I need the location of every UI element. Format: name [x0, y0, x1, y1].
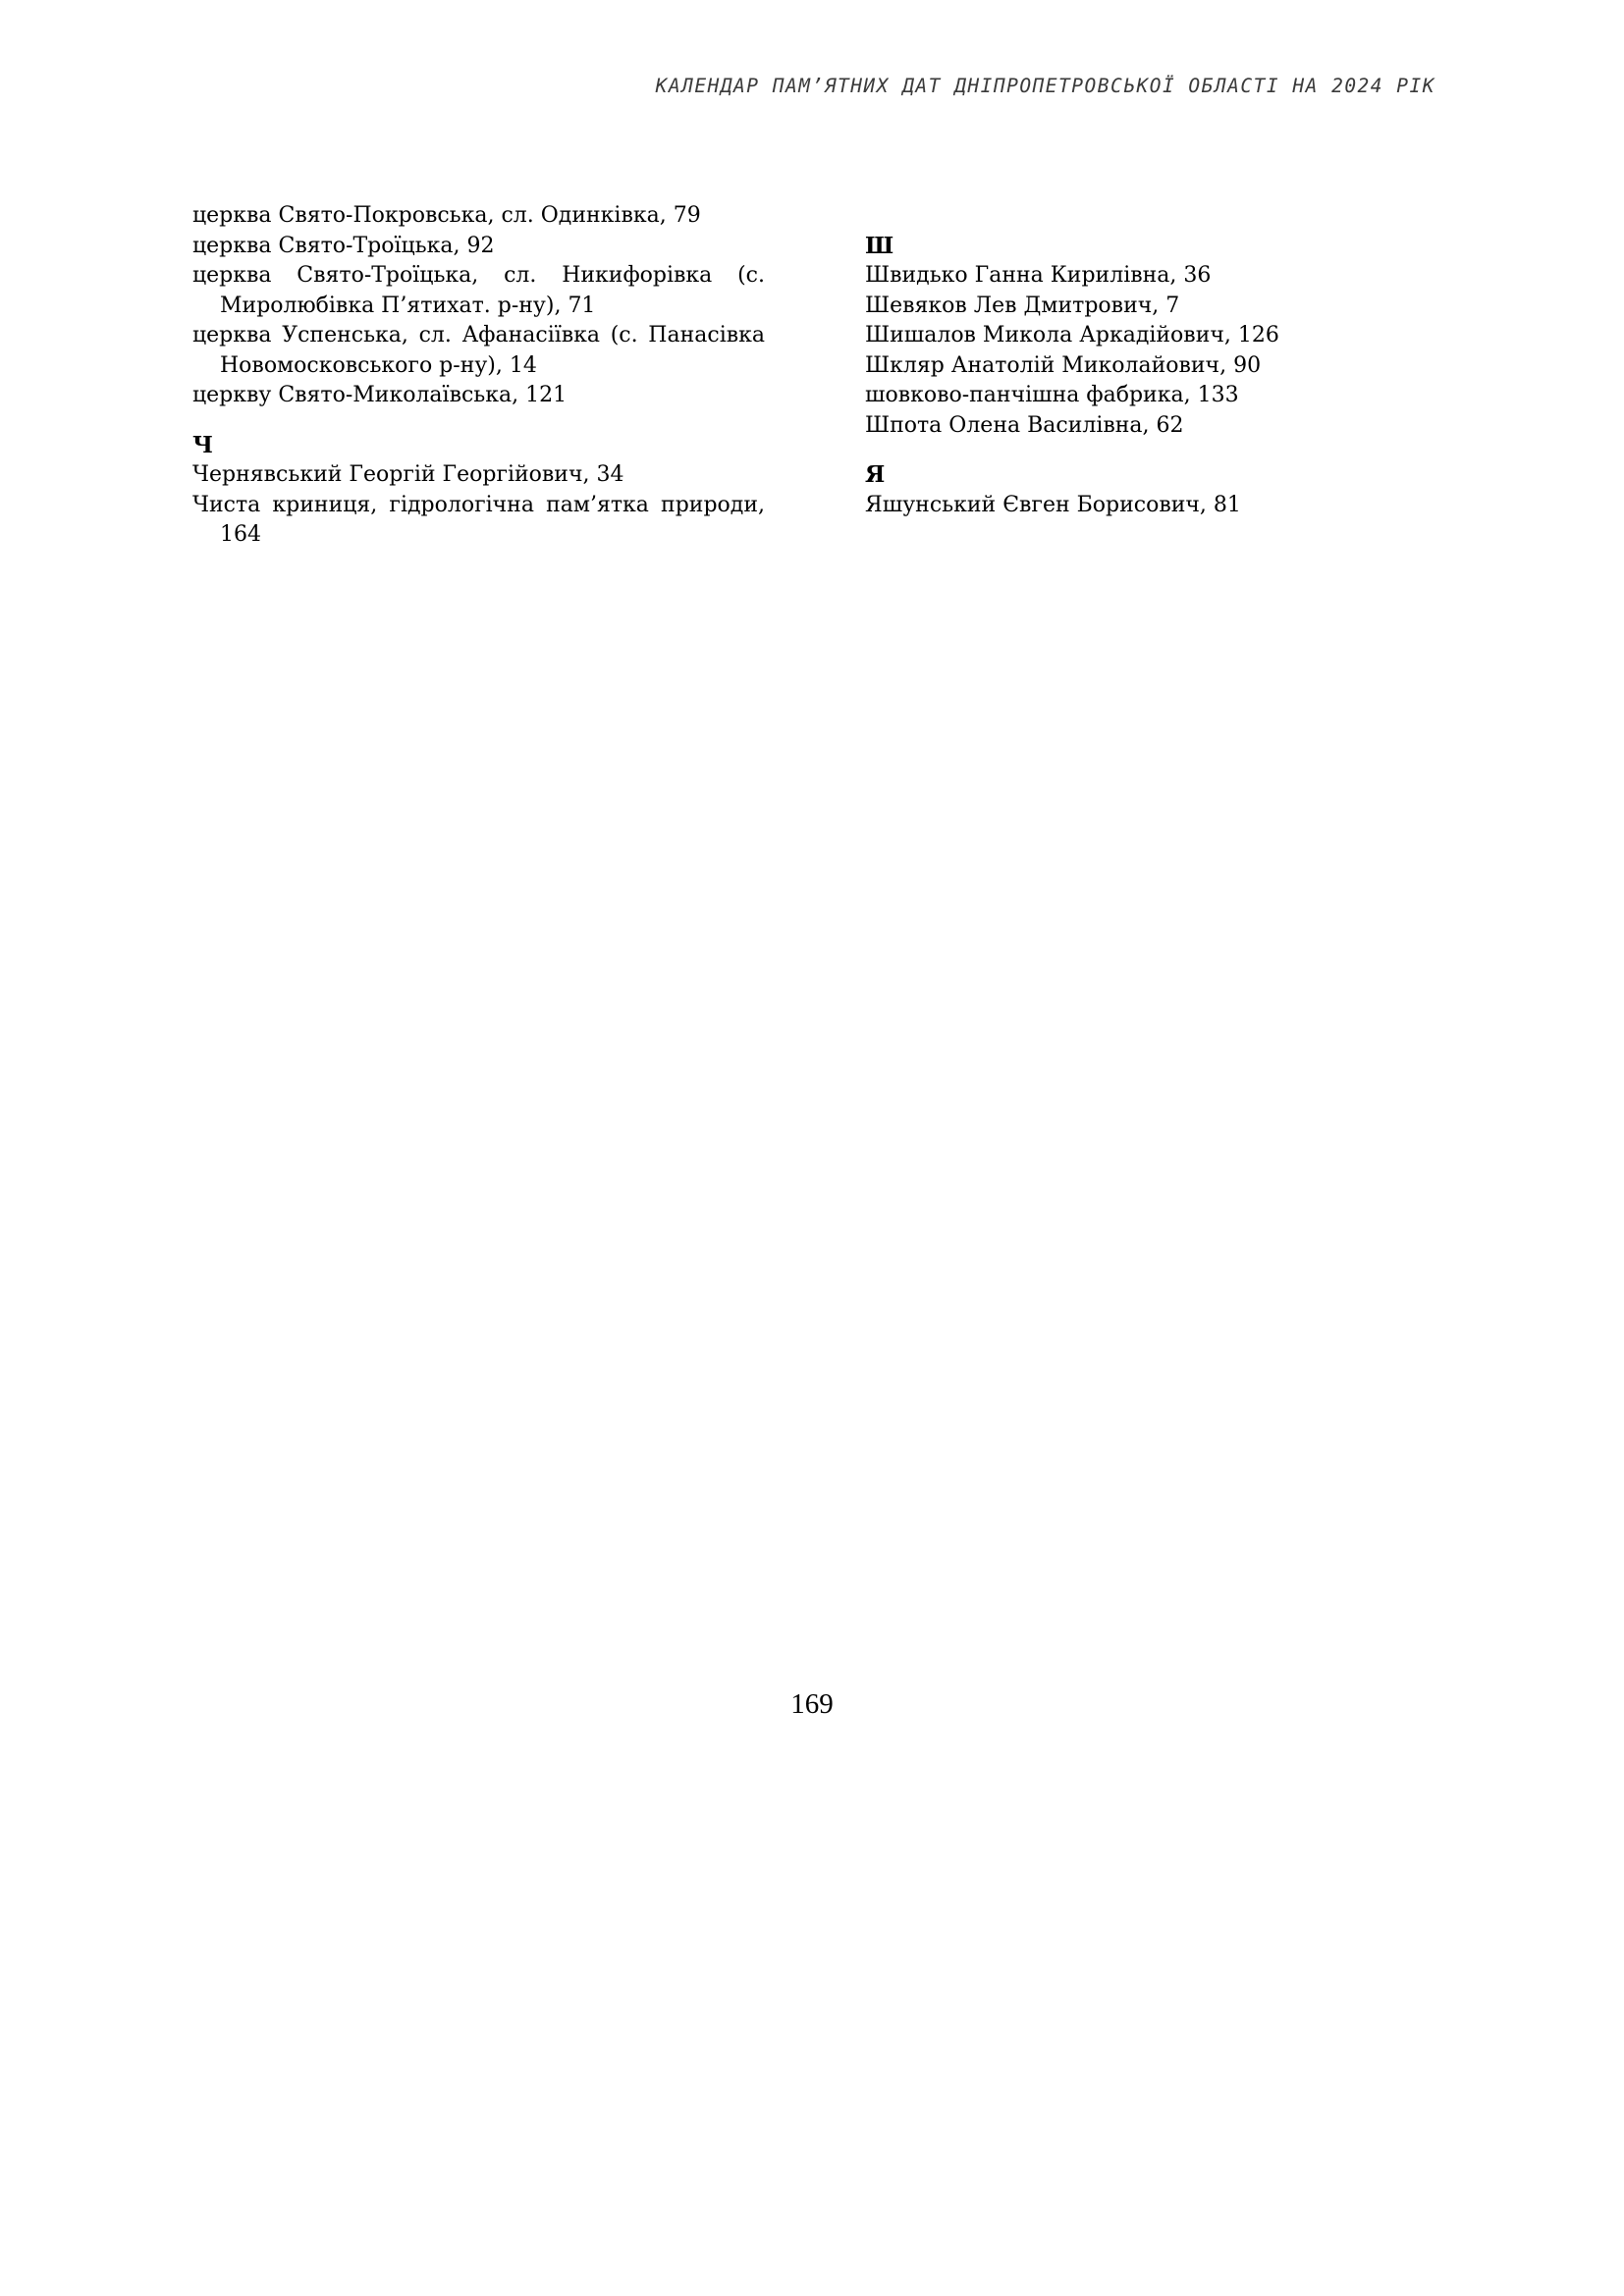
- index-entry: церква Свято-Троїцька, 92: [192, 233, 495, 258]
- index-column-right: [865, 201, 1444, 520]
- index-entry: Чернявський Георгій Георгійович, 34: [192, 462, 624, 487]
- index-entry: церква Свято-Троїцька, сл. Никифорівка (с. Миролюбівка П’ятихат. р-ну), 71: [192, 263, 765, 318]
- index-entry: Шкляр Анатолій Миколайович, 90: [865, 352, 1262, 378]
- index-entry: Яшунський Євген Борисович, 81: [865, 492, 1241, 517]
- index-entry: Чиста криниця, гідрологічна пам’ятка природи, 164: [192, 492, 765, 547]
- index-entry: шовково-панчішна фабрика, 133: [865, 383, 1239, 407]
- column-top-spacer: [865, 201, 1444, 232]
- letter-heading: Ш: [865, 232, 894, 259]
- index-entry: Швидько Ганна Кирилівна, 36: [865, 263, 1212, 288]
- index-column-left: [192, 201, 765, 551]
- index-entry: Шевяков Лев Дмитрович, 7: [865, 293, 1180, 318]
- index-entry: церква Успенська, сл. Афанасіївка (с. Панасівка Новомосковського р-ну), 14: [192, 323, 765, 378]
- running-header: КАЛЕНДАР ПАМ’ЯТНИХ ДАТ ДНІПРОПЕТРОВСЬКОЇ ОБЛАСТІ НА 2024 РІК: [655, 75, 1435, 97]
- index-entry: Шишалов Микола Аркадійович, 126: [865, 323, 1279, 347]
- letter-heading: Я: [865, 461, 886, 488]
- index-entry: церква Свято-Покровська, сл. Одинківка, 79: [192, 203, 701, 228]
- index-entry: Шпота Олена Василівна, 62: [865, 412, 1184, 438]
- page-number: 169: [790, 1688, 834, 1720]
- index-entry: церкву Свято-Миколаївська, 121: [192, 383, 568, 407]
- letter-heading: Ч: [192, 431, 214, 458]
